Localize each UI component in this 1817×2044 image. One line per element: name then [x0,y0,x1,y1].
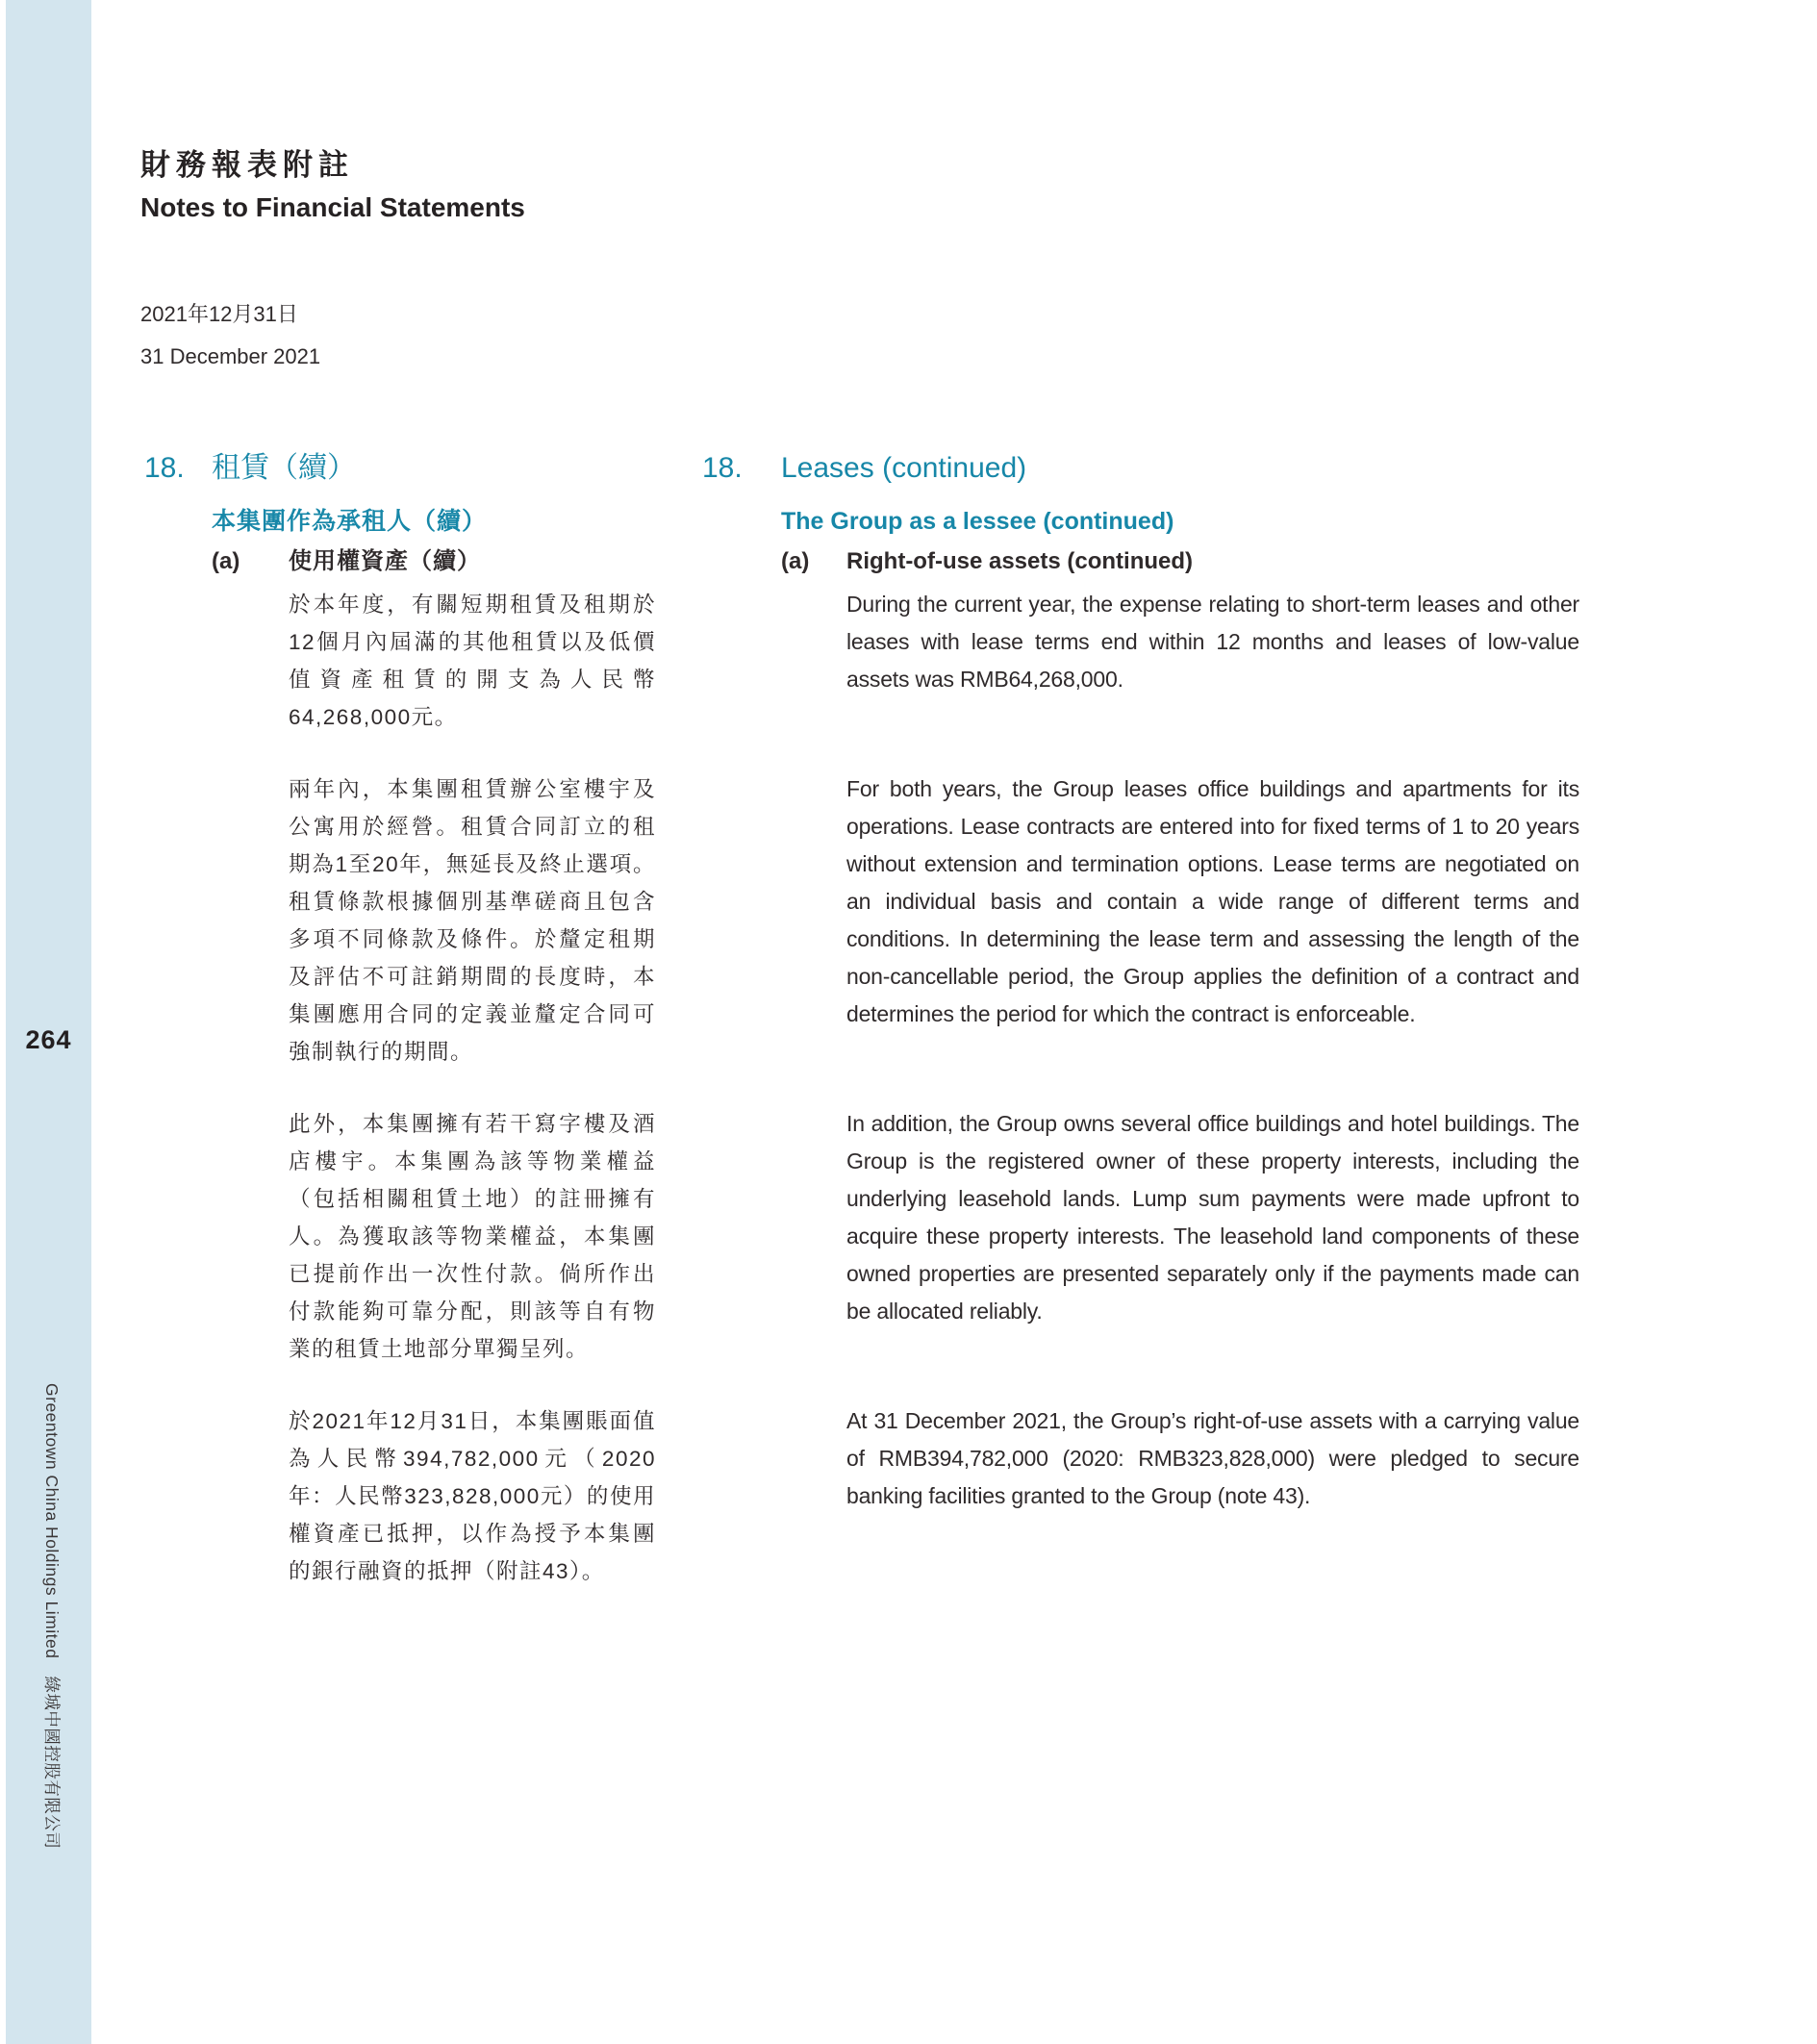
paragraph-zh-4: 於2021年12月31日，本集團賬面值為人民幣394,782,000元（2020年：人民幣323,828,000元）的使用權資產已抵押，以作為授予本集團的銀行融資的抵押（附註43）。 [289,1409,656,1583]
section-title-zh: 租賃（續） [212,452,356,484]
column-english [702,450,1579,1550]
item-label-zh: (a) [212,548,240,574]
item-label-en: (a) [781,548,810,574]
sidebar-company-name: Greentown China Holdings Limited 綠城中國控股有限公司 [42,1383,62,1850]
document-dates [140,298,320,369]
page-number: 264 [25,1025,72,1054]
date-en: 31 December 2021 [140,344,321,368]
section-number-en: 18. [702,452,743,484]
section-item-en [781,547,1579,1550]
item-body-en [846,547,1579,1550]
item-title-zh: 使用權資產（續） [289,548,481,574]
section-heading-en [702,450,1579,487]
column-chinese [144,450,656,1625]
sidebar-band [6,0,91,2044]
paragraph-zh-2: 兩年內，本集團租賃辦公室樓宇及公寓用於經營。租賃合同訂立的租期為1至20年，無延長及終止選項。租賃條款根據個別基準磋商且包含多項不同條款及條件。於釐定租期及評估不可註銷期間的長度時，本集團應用合同的定義並釐定合同可強制執行的期間。 [289,777,656,1064]
paragraph-zh-1: 於本年度，有關短期租賃及租期於12個月內屆滿的其他租賃以及低價值資產租賃的開支為人民幣64,268,000元。 [289,593,656,729]
section-heading-zh [144,450,656,487]
paragraph-zh-3: 此外，本集團擁有若干寫字樓及酒店樓宇。本集團為該等物業權益（包括相關租賃土地）的註冊擁有人。為獲取該等物業權益，本集團已提前作出一次性付款。倘所作出付款能夠可靠分配，則該等自有物業的租賃土地部分單獨呈列。 [289,1112,656,1361]
doc-title-zh: 財務報表附註 [140,148,354,183]
paragraph-en-2: For both years, the Group leases office buildings and apartments for its operations. Lease contracts are entered into for fixed terms of 1 to 20 years without extension and termination options. Lease terms are negotiated on an individual basis and contain a wide range of different terms and conditions. In determining the lease term and assessing the length of the non-cancellable period, the Group applies the definition of a contract and determines the period for which the contract is enforceable. [846,776,1579,1026]
section-title-en: Leases (continued) [781,452,1027,484]
paragraph-en-3: In addition, the Group owns several office buildings and hotel buildings. The Group is the registered owner of these property interests, including the underlying leasehold lands. Lump sum payments were made upfront to acquire these property interests. The leasehold land components of these owned properties are presented separately only if the payments made can be allocated reliably. [846,1111,1579,1324]
item-body-zh [289,547,656,1625]
doc-title-en: Notes to Financial Statements [140,192,525,222]
document-header [140,140,525,223]
paragraph-en-1: During the current year, the expense relating to short-term leases and other leases with lease terms end within 12 months and leases of low-value assets was RMB64,268,000. [846,592,1579,692]
section-item-zh [212,547,656,1625]
section-subtitle-zh: 本集團作為承租人（續） [212,508,488,535]
paragraph-en-4: At 31 December 2021, the Group’s right-of-use assets with a carrying value of RMB394,782,000 (2020: RMB323,828,000) were pledged to secure banking facilities granted to the Group (note 43). [846,1408,1579,1508]
section-subtitle-en: The Group as a lessee (continued) [781,508,1174,535]
section-number-zh: 18. [144,452,185,484]
item-title-en: Right-of-use assets (continued) [846,548,1194,574]
date-zh: 2021年12月31日 [140,302,298,326]
